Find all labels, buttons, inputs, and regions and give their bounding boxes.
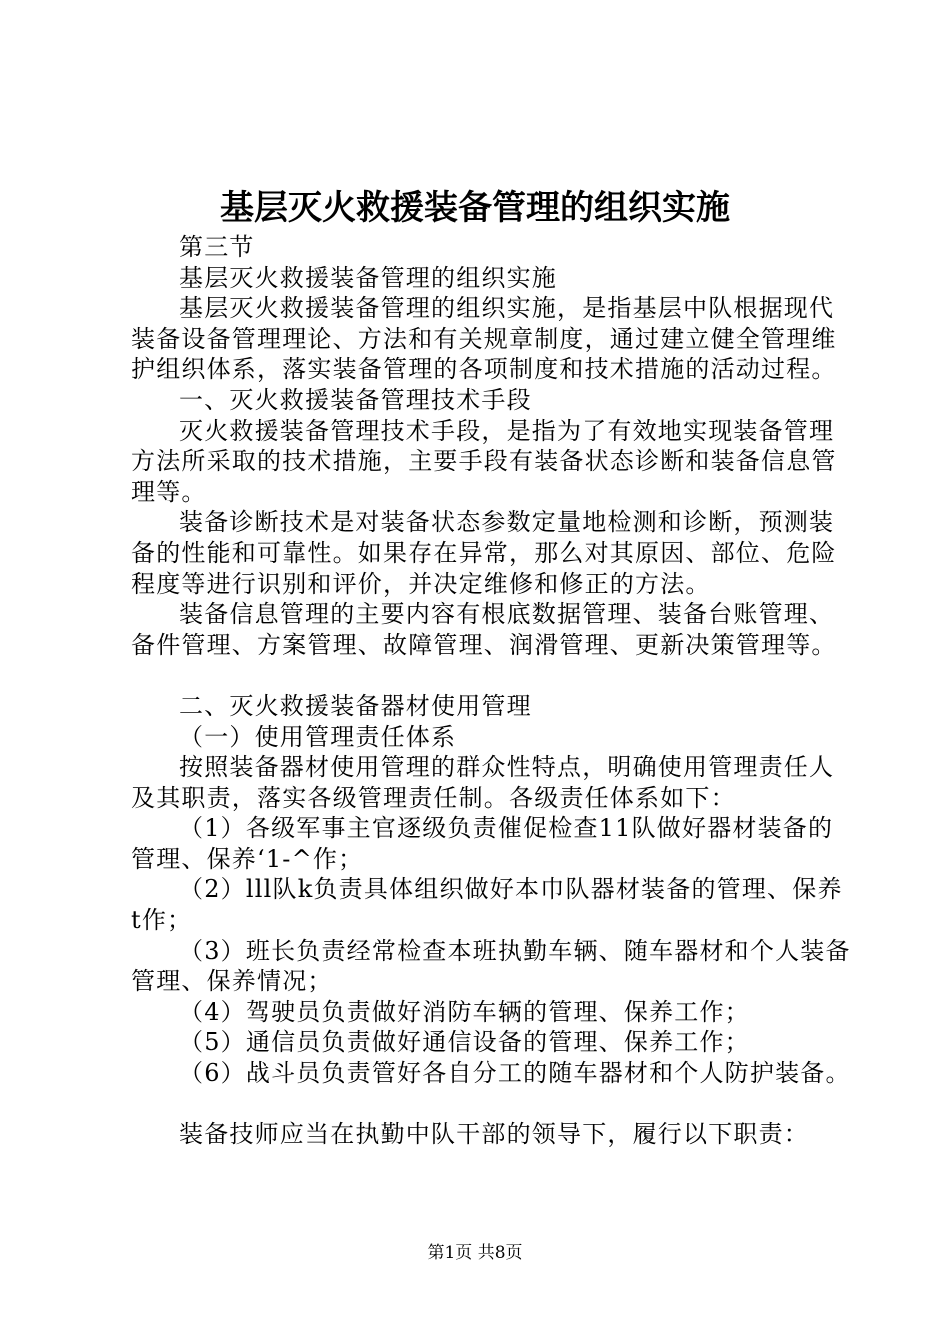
section-heading: 基层灭火救援装备管理的组织实施	[179, 263, 557, 292]
paragraph: 装备技师应当在执勤中队干部的领导下，履行以下职责：	[179, 1120, 809, 1149]
subheading: 二、灭火救援装备器材使用管理	[179, 691, 532, 720]
list-item: （2）lll队k负责具体组织做好本巾队器材装备的管理、保养t作；	[131, 875, 843, 935]
paragraph: 装备信息管理的主要内容有根底数据管理、装备台账管理、备件管理、方案管理、故障管理、润滑管理、更新决策管理等。	[131, 600, 837, 659]
list-item: （5）通信员负责做好通信设备的管理、保养工作；	[179, 1028, 750, 1057]
list-item: （4）驾驶员负责做好消防车辆的管理、保养工作；	[179, 997, 750, 1026]
list-item: （1）各级军事主官逐级负责催促检查11队做好器材装备的管理、保养‘1-^作；	[131, 814, 834, 873]
paragraph-spacer	[131, 660, 851, 691]
subheading: （一）使用管理责任体系	[179, 722, 457, 751]
list-item: （3）班长负责经常检查本班执勤车辆、随车器材和个人装备管理、保养情况；	[131, 936, 851, 996]
list-item: （6）战斗员负责管好各自分工的随车器材和个人防护装备。	[179, 1059, 851, 1088]
paragraph: 基层灭火救援装备管理的组织实施，是指基层中队根据现代装备设备管理理论、方法和有关规章制度，通过建立健全管理维护组织体系，落实装备管理的各项制度和技术措施的活动过程。	[131, 294, 837, 384]
paragraph: 灭火救援装备管理技术手段，是指为了有效地实现装备管理方法所采取的技术措施，主要手段有装备状态诊断和装备信息管理等。	[131, 416, 837, 506]
paragraph: 装备诊断技术是对装备状态参数定量地检测和诊断，预测装备的性能和可靠性。如果存在异常，那么对其原因、部位、危险程度等进行识别和评价，并决定维修和修正的方法。	[131, 508, 837, 598]
page-footer: 第1页 共8页	[427, 1243, 523, 1263]
section-label: 第三节	[179, 233, 255, 261]
paragraph: 按照装备器材使用管理的群众性特点，明确使用管理责任人及其职责，落实各级管理责任制。各级责任体系如下：	[131, 753, 835, 812]
document-body	[131, 232, 851, 1150]
document-title: 基层灭火救援装备管理的组织实施	[220, 188, 730, 228]
subheading: 一、灭火救援装备管理技术手段	[179, 385, 532, 414]
paragraph-spacer	[131, 1089, 851, 1120]
